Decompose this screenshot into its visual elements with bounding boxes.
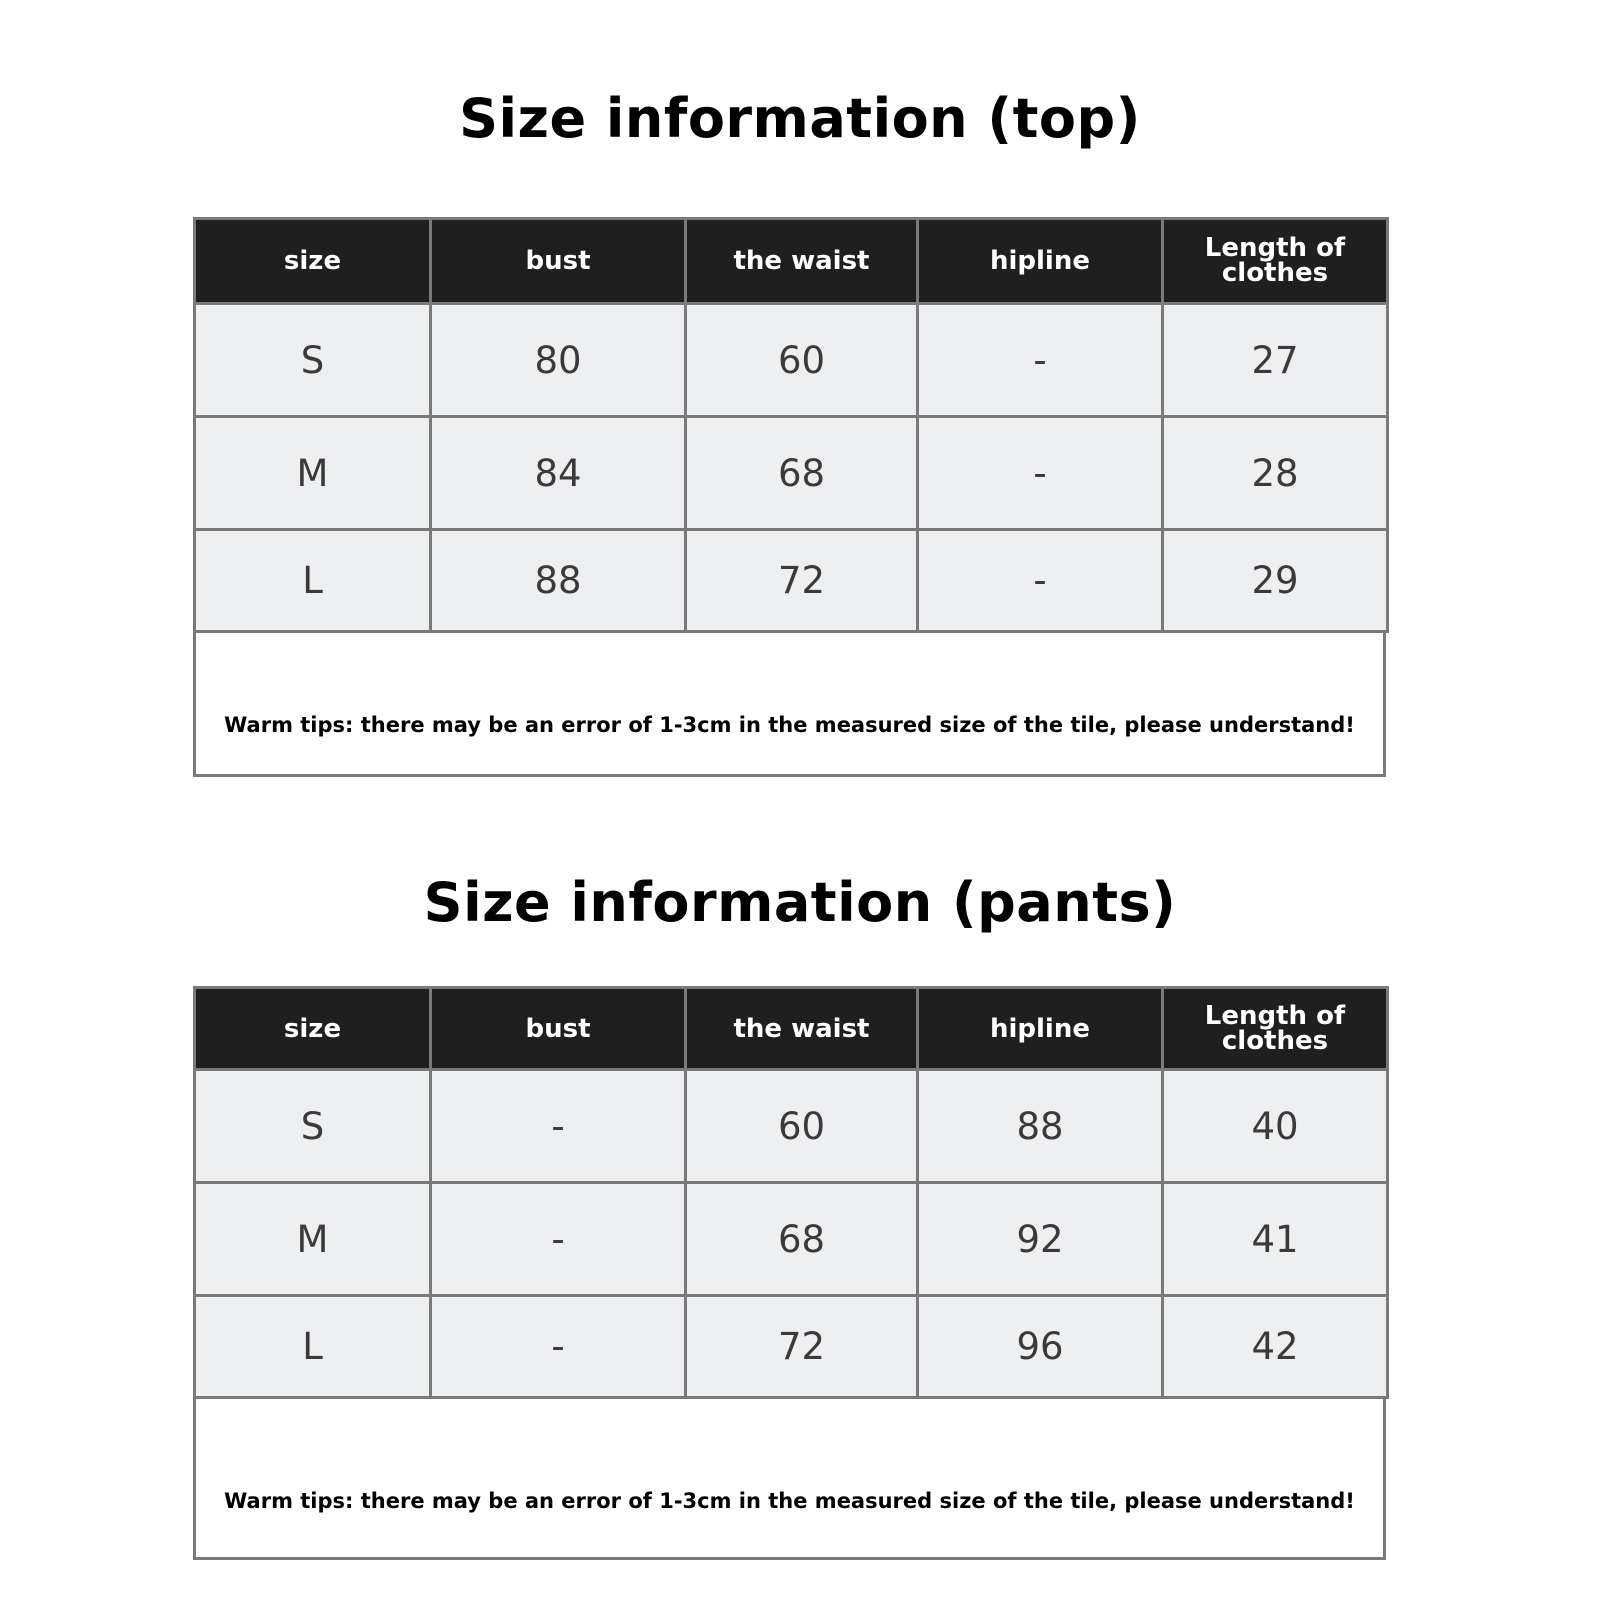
cell-hipline: 92	[918, 1183, 1163, 1296]
cell-hipline: -	[918, 304, 1163, 417]
cell-waist: 72	[686, 1296, 918, 1398]
header-length: Length of clothes	[1163, 988, 1388, 1070]
header-size: size	[195, 988, 431, 1070]
table-header-row	[195, 988, 1388, 1070]
cell-bust: 84	[431, 417, 686, 530]
cell-hipline: -	[918, 530, 1163, 632]
cell-bust: -	[431, 1070, 686, 1183]
top-size-table	[193, 217, 1389, 633]
cell-length: 27	[1163, 304, 1388, 417]
cell-waist: 68	[686, 1183, 918, 1296]
cell-length: 40	[1163, 1070, 1388, 1183]
cell-length: 29	[1163, 530, 1388, 632]
header-length: Length of clothes	[1163, 219, 1388, 304]
pants-size-title: Size information (pants)	[423, 871, 1177, 934]
cell-size: S	[195, 1070, 431, 1183]
cell-waist: 72	[686, 530, 918, 632]
cell-length: 28	[1163, 417, 1388, 530]
cell-size: M	[195, 417, 431, 530]
top-size-title: Size information (top)	[459, 87, 1141, 150]
pants-size-table	[193, 986, 1389, 1399]
header-waist: the waist	[686, 219, 918, 304]
table-row	[195, 1183, 1388, 1296]
table-header-row	[195, 219, 1388, 304]
header-waist: the waist	[686, 988, 918, 1070]
table-row	[195, 1296, 1388, 1398]
header-hipline: hipline	[918, 219, 1163, 304]
cell-size: S	[195, 304, 431, 417]
cell-length: 42	[1163, 1296, 1388, 1398]
cell-hipline: 88	[918, 1070, 1163, 1183]
cell-size: L	[195, 1296, 431, 1398]
cell-waist: 60	[686, 1070, 918, 1183]
cell-bust: -	[431, 1183, 686, 1296]
header-size: size	[195, 219, 431, 304]
cell-size: L	[195, 530, 431, 632]
cell-size: M	[195, 1183, 431, 1296]
header-bust: bust	[431, 988, 686, 1070]
table-row	[195, 417, 1388, 530]
header-hipline: hipline	[918, 988, 1163, 1070]
top-warm-tips: Warm tips: there may be an error of 1-3cm in the measured size of the tile, please understand!	[224, 713, 1355, 737]
table-row	[195, 304, 1388, 417]
table-row	[195, 1070, 1388, 1183]
cell-hipline: 96	[918, 1296, 1163, 1398]
cell-bust: -	[431, 1296, 686, 1398]
cell-hipline: -	[918, 417, 1163, 530]
cell-waist: 60	[686, 304, 918, 417]
pants-warm-tips: Warm tips: there may be an error of 1-3cm in the measured size of the tile, please understand!	[224, 1489, 1355, 1513]
cell-length: 41	[1163, 1183, 1388, 1296]
cell-bust: 80	[431, 304, 686, 417]
table-row	[195, 530, 1388, 632]
cell-bust: 88	[431, 530, 686, 632]
cell-waist: 68	[686, 417, 918, 530]
header-bust: bust	[431, 219, 686, 304]
